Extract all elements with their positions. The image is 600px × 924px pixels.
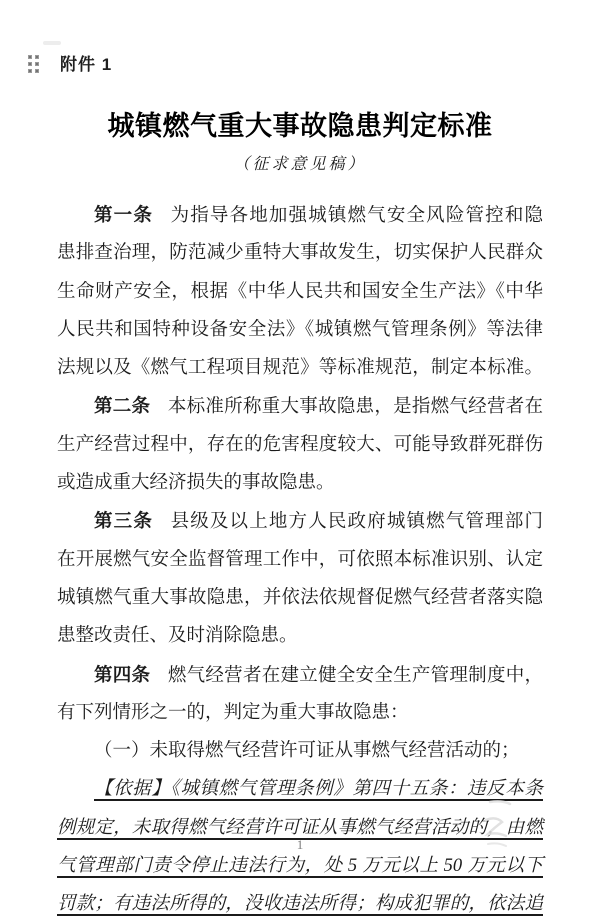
text-line — [57, 579, 543, 617]
clause-heading: 第三条 — [94, 510, 153, 532]
line-text: 城镇燃气重大事故隐患，并依法依规督促燃气经营者落实隐 — [57, 587, 543, 608]
line-text: 患排查治理，防范减少重特大事故发生，切实保护人民群众 — [57, 243, 543, 264]
text-line — [57, 770, 543, 808]
text-line — [57, 464, 543, 502]
text-line — [57, 694, 543, 732]
document-title: 城镇燃气重大事故隐患判定标准 — [107, 111, 493, 141]
text-line — [57, 617, 543, 655]
text-line — [57, 196, 543, 234]
document-subtitle: （征求意见稿） — [233, 156, 367, 173]
document-body — [57, 196, 543, 924]
line-text: 在开展燃气安全监督管理工作中，可依照本标准识别、认定 — [57, 549, 543, 570]
line-text: 罚款；有违法所得的，没收违法所得；构成犯罪的，依法追 — [57, 894, 543, 915]
text-line — [57, 387, 543, 425]
clause-heading: 第二条 — [94, 395, 151, 417]
text-line — [57, 885, 543, 923]
clause-heading: 第一条 — [94, 204, 153, 225]
text-line — [57, 541, 543, 579]
text-line — [57, 311, 543, 349]
text-line — [57, 349, 543, 387]
line-text: 生产经营过程中，存在的危害程度较大、可能导致群死群伤 — [57, 434, 543, 455]
text-line — [57, 273, 543, 311]
text-line — [57, 426, 543, 464]
line-text: 为指导各地加强城镇燃气安全风险管控和隐 — [170, 206, 543, 226]
line-text: 或造成重大经济损失的事故隐患。 — [57, 473, 335, 494]
line-text: 有下列情形之一的，判定为重大事故隐患： — [57, 702, 409, 723]
line-text: 法规以及《燃气工程项目规范》等标准规范，制定本标准。 — [57, 358, 543, 379]
line-text: 气管理部门责令停止违法行为，处 5 万元以上 50 万元以下 — [57, 856, 543, 877]
line-text: 【依据】《城镇燃气管理条例》第四十五条：违反本条 — [94, 779, 543, 800]
line-text: 患整改责任、及时消除隐患。 — [57, 626, 298, 647]
line-text: 本标准所称重大事故隐患，是指燃气经营者在 — [167, 397, 543, 418]
line-text: 县级及以上地方人民政府城镇燃气管理部门 — [170, 512, 543, 533]
drag-handle-icon[interactable] — [28, 55, 39, 73]
attachment-label: 附件 1 — [60, 55, 113, 74]
line-text: 例规定，未取得燃气经营许可证从事燃气经营活动的，由燃 — [57, 817, 543, 838]
line-text: 人民共和国特种设备安全法》《城镇燃气管理条例》等法律 — [57, 319, 543, 340]
attachment-header — [28, 50, 112, 75]
text-line — [57, 234, 543, 272]
line-text: 生命财产安全，根据《中华人民共和国安全生产法》《中华 — [57, 281, 543, 302]
text-line — [57, 732, 543, 770]
text-line — [57, 656, 543, 694]
page-number: 1 — [296, 837, 304, 852]
text-line — [57, 502, 543, 540]
clause-heading: 第四条 — [94, 663, 151, 685]
line-text: 燃气经营者在建立健全安全生产管理制度中， — [167, 665, 543, 686]
line-text: （一）未取得燃气经营许可证从事燃气经营活动的； — [94, 741, 520, 762]
faint-smudge-mark — [43, 41, 61, 45]
